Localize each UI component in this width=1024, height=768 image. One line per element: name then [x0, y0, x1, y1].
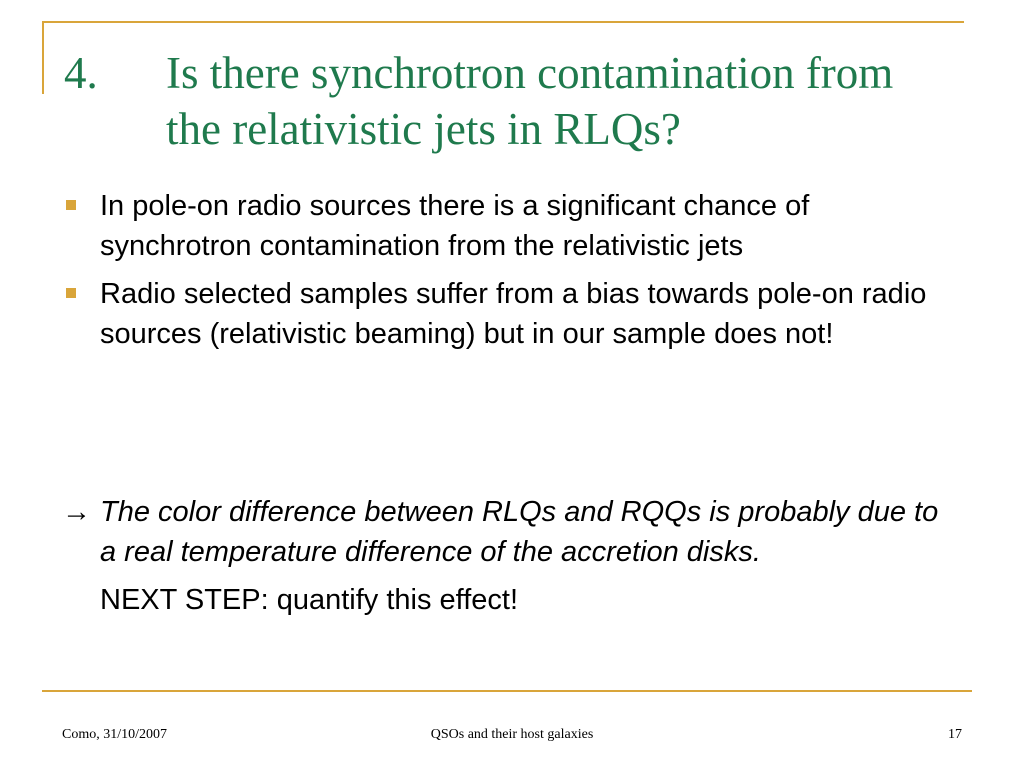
title-frame-left-rule [42, 21, 44, 94]
bullet-item [62, 186, 962, 266]
title-frame-top-rule [42, 21, 964, 23]
title-number: 4. [64, 48, 98, 98]
footer-title: QSOs and their host galaxies [430, 727, 594, 742]
page-number: 17 [948, 727, 962, 742]
footer-rule [42, 690, 972, 692]
title-text: Is there synchrotron contamination from the relativistic jets in RLQs? [166, 48, 894, 154]
square-bullet-icon [66, 288, 76, 298]
bullet-text: Radio selected samples suffer from a bias towards pole-on radio sources (relativistic beaming) but in our sample does not! [100, 278, 927, 350]
bullet-list [62, 186, 962, 362]
conclusion-block [62, 492, 962, 620]
footer-date: Como, 31/10/2007 [62, 727, 168, 742]
next-step-text: NEXT STEP: quantify this effect! [100, 584, 519, 616]
conclusion-text: The color difference between RLQs and RQQs is probably due to a real temperature difference of the accretion disks. [100, 496, 939, 568]
square-bullet-icon [66, 200, 76, 210]
bullet-item [62, 274, 962, 354]
bullet-text: In pole-on radio sources there is a significant chance of synchrotron contamination from the relativistic jets [100, 190, 810, 262]
right-arrow-icon: → [62, 496, 91, 528]
